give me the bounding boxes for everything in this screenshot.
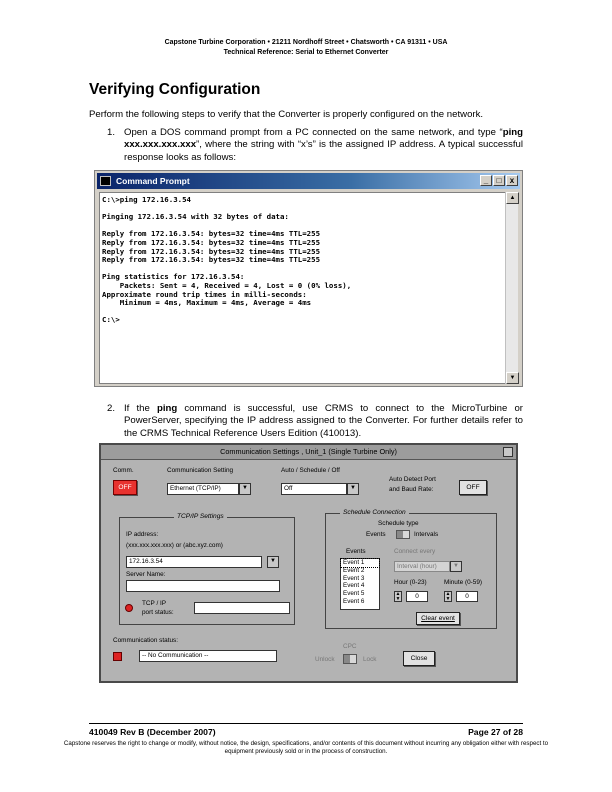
step-2-number: 2. <box>107 403 116 414</box>
command-prompt-titlebar[interactable] <box>97 173 520 189</box>
schedule-connection-group <box>325 509 497 629</box>
port-status-field <box>194 602 290 614</box>
step-2-text-b: command is successful, use CRMS to connect to the MicroTurbine or PowerServer, specifying the IP address assigned to the Converter. For further details refer to the CRMS Technical Reference Users Edition (410013). <box>124 403 524 439</box>
schedule-type-toggle[interactable] <box>396 530 410 539</box>
comm-setting-select[interactable]: Ethernet (TCP/IP) <box>167 483 239 495</box>
ip-address-input[interactable]: 172.16.3.54 <box>126 556 262 568</box>
step-2-command: ping <box>156 403 178 414</box>
page-header <box>0 38 612 57</box>
interval-dropdown-icon[interactable]: ▼ <box>450 561 462 572</box>
console-output: C:\>ping 172.16.3.54 Pinging 172.16.3.54 with 32 bytes of data: Reply from 172.16.3.54: bytes=32 time=4ms TTL=255 Reply from 172.16.3.54: bytes=32 time=4ms TTL=255 Reply from 172.16.3.54: bytes=32 time=4ms TTL=255 Reply from 172.16.3.54: bytes=32 time=4ms TTL=255 Ping statistics for 172.16.3.54: Packets: Sent = 4, Received = 4, Lost = 0 (0% loss), Approximate round trip times in milli-seconds: Minimum = 4ms, Maximum = 4ms, Average = 4ms C:\> <box>102 195 352 325</box>
auto-schedule-dropdown-icon[interactable]: ▼ <box>347 483 359 495</box>
port-status-label-1: TCP / IP <box>142 600 167 607</box>
footer-divider <box>89 723 523 724</box>
minute-spinner-icon[interactable]: ▲ ▼ <box>445 591 451 602</box>
list-item[interactable]: Event 5 <box>343 590 365 598</box>
events-listbox[interactable] <box>340 558 380 610</box>
schedule-type-label: Schedule type <box>378 520 419 527</box>
scroll-up-icon[interactable]: ▲ <box>506 192 519 204</box>
step-1-text-b: ”, where the string with “x’s” is the assigned IP address. A typical successful response looks as follows: <box>124 139 523 163</box>
auto-schedule-select[interactable]: Off <box>281 483 347 495</box>
vertical-scrollbar[interactable] <box>505 192 518 384</box>
events-list-label: Events <box>346 548 366 555</box>
comm-setting-dropdown-icon[interactable]: ▼ <box>239 483 251 495</box>
close-window-button[interactable]: Close <box>403 651 435 666</box>
hour-label: Hour (0-23) <box>394 579 427 586</box>
unlock-label: Unlock <box>315 656 335 663</box>
auto-detect-off-button[interactable]: OFF <box>459 480 487 495</box>
server-name-input[interactable] <box>126 580 280 592</box>
list-item[interactable]: Event 2 <box>343 566 365 574</box>
events-toggle-label: Events <box>366 531 386 538</box>
comm-status-field: -- No Communication -- <box>139 650 277 662</box>
step-1-number: 1. <box>107 127 116 138</box>
auto-detect-label-1: Auto Detect Port <box>389 476 436 483</box>
schedule-connection-title: Schedule Connection <box>340 509 409 516</box>
ip-address-hint: (xxx.xxx.xxx.xxx) or (abc.xyz.com) <box>126 542 223 549</box>
ip-address-dropdown-icon[interactable]: ▼ <box>267 556 279 568</box>
tcp-ip-settings-group <box>119 513 295 625</box>
footer-disclaimer: Capstone reserves the right to change or modify, without notice, the design, specifications, and/or contents of this document without incurring any obligation either with respect to equipment previously sold or in the process of construction. <box>63 740 549 755</box>
hour-spinner-icon[interactable]: ▲ ▼ <box>395 591 401 602</box>
hour-input[interactable]: 0 <box>406 591 428 602</box>
port-status-led-icon <box>125 604 133 612</box>
connect-every-label: Connect every <box>394 548 436 555</box>
list-item[interactable]: Event 3 <box>343 574 365 582</box>
ip-address-label: IP address: <box>126 531 159 538</box>
intervals-toggle-label: Intervals <box>414 531 439 538</box>
header-company-line: Capstone Turbine Corporation • 21211 Nordhoff Street • Chatsworth • CA 91311 • USA <box>164 39 448 46</box>
step-1 <box>107 127 523 164</box>
auto-schedule-label: Auto / Schedule / Off <box>281 467 340 474</box>
header-doc-line: Technical Reference: Serial to Ethernet Converter <box>223 48 389 56</box>
comm-setting-label: Communication Setting <box>167 467 234 474</box>
minute-input[interactable]: 0 <box>456 591 478 602</box>
console-icon <box>100 176 111 186</box>
section-title: Verifying Configuration <box>89 81 261 98</box>
auto-detect-label-2: and Baud Rate: <box>389 486 434 493</box>
step-1-text-a: Open a DOS command prompt from a PC connected on the same network, and type “ <box>124 127 503 138</box>
close-button[interactable]: x <box>506 175 518 186</box>
scroll-down-icon[interactable]: ▼ <box>506 372 519 384</box>
command-prompt-title: Command Prompt <box>116 176 190 186</box>
lock-label: Lock <box>363 656 377 663</box>
maximize-button[interactable]: □ <box>493 175 505 186</box>
step-2-text-a: If the <box>124 403 157 414</box>
interval-select[interactable]: Interval (hour) <box>394 561 450 572</box>
step-2 <box>107 403 524 440</box>
comm-status-label: Communication status: <box>113 637 178 644</box>
port-status-label-2: port status: <box>142 609 174 616</box>
step-1-command: ping xxx.xxx.xxx.xxx <box>124 127 523 151</box>
comm-status-indicator-icon <box>113 652 122 661</box>
list-item[interactable]: Event 4 <box>343 582 365 590</box>
cpc-lock-toggle[interactable] <box>343 654 357 664</box>
window-close-box-icon[interactable] <box>503 447 513 457</box>
cpc-label: CPC <box>343 643 357 650</box>
command-prompt-window <box>94 170 523 387</box>
comm-label: Comm. <box>113 467 134 474</box>
list-item[interactable]: Event 6 <box>343 597 365 605</box>
server-name-label: Server Name: <box>126 571 166 578</box>
comm-settings-title[interactable]: Communication Settings , Unit_1 (Single Turbine Only) <box>101 445 516 460</box>
clear-event-button[interactable]: Clear event <box>416 612 460 625</box>
footer-doc-revision: 410049 Rev B (December 2007) <box>89 727 216 737</box>
tcp-ip-settings-title: TCP/IP Settings <box>174 513 227 520</box>
footer-page-number: Page 27 of 28 <box>468 727 523 737</box>
communication-settings-window <box>99 443 518 683</box>
minimize-button[interactable]: _ <box>480 175 492 186</box>
intro-paragraph: Perform the following steps to verify that the Converter is properly configured on the network. <box>89 109 484 120</box>
console-output-area[interactable] <box>99 192 506 384</box>
minute-label: Minute (0-59) <box>444 579 483 586</box>
list-item[interactable]: Event 1 <box>341 559 379 567</box>
comm-off-button[interactable]: OFF <box>113 480 137 495</box>
